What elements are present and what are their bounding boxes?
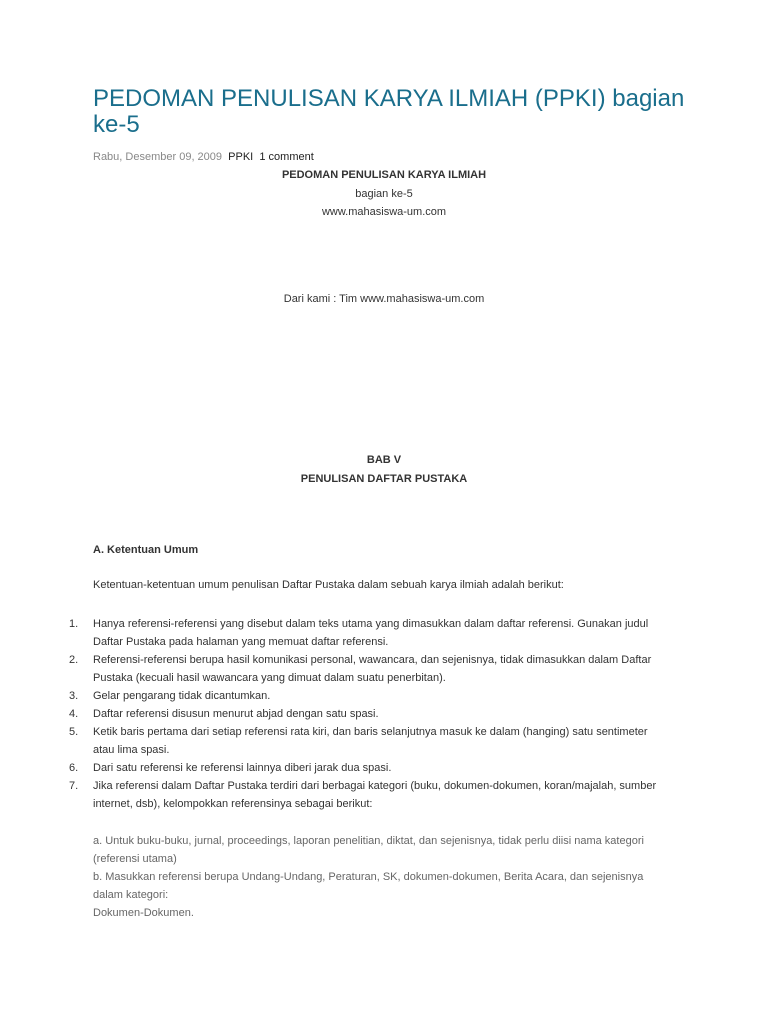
comments-link[interactable]: 1 comment bbox=[259, 151, 314, 163]
doc-author-line: Dari kami : Tim www.mahasiswa-um.com bbox=[283, 293, 485, 305]
chapter-number: BAB V bbox=[366, 454, 402, 466]
list-item bbox=[0, 723, 663, 759]
list-item-number: 1. bbox=[69, 618, 79, 630]
sub-item-b-category: Dokumen-Dokumen. bbox=[93, 907, 194, 919]
post-date: Rabu, Desember 09, 2009 bbox=[93, 151, 223, 163]
list-item-number: 4. bbox=[69, 708, 79, 720]
list-item bbox=[0, 705, 663, 723]
list-item-number: 5. bbox=[69, 726, 79, 738]
list-item bbox=[0, 777, 663, 813]
list-item-number: 6. bbox=[69, 762, 79, 774]
doc-header-part: bagian ke-5 bbox=[355, 188, 413, 200]
list-item bbox=[0, 687, 663, 705]
list-item bbox=[0, 651, 663, 687]
list-item-number: 3. bbox=[69, 690, 79, 702]
list-item-text: Daftar referensi disusun menurut abjad dengan satu spasi. bbox=[93, 708, 379, 720]
list-item-text: Referensi-referensi berupa hasil komunikasi personal, wawancara, dan sejenisnya, tidak dimasukkan dalam Daftar Pustaka (kecuali hasil wawancara yang dimuat dalam suatu penerbitan). bbox=[93, 654, 652, 684]
sub-item-b: b. Masukkan referensi berupa Undang-Undang, Peraturan, SK, dokumen-dokumen, Berita Acara, dan sejenisnya dalam kategori: bbox=[93, 871, 644, 901]
sub-list bbox=[93, 832, 653, 922]
chapter-title: PENULISAN DAFTAR PUSTAKA bbox=[300, 473, 468, 485]
list-item-text: Gelar pengarang tidak dicantumkan. bbox=[93, 690, 271, 702]
post-meta bbox=[93, 150, 314, 164]
list-item bbox=[0, 615, 663, 651]
doc-header-title: PEDOMAN PENULISAN KARYA ILMIAH bbox=[281, 169, 487, 181]
section-intro: Ketentuan-ketentuan umum penulisan Daftar Pustaka dalam sebuah karya ilmiah adalah berikut: bbox=[93, 579, 564, 591]
list-item-number: 2. bbox=[69, 654, 79, 666]
list-item-text: Jika referensi dalam Daftar Pustaka terdiri dari berbagai kategori (buku, dokumen-dokumen, koran/majalah, sumber internet, dsb), kelompokkan referensinya sebagai berikut: bbox=[93, 780, 657, 810]
section-heading: A. Ketentuan Umum bbox=[93, 544, 199, 556]
list-item-text: Dari satu referensi ke referensi lainnya diberi jarak dua spasi. bbox=[93, 762, 392, 774]
category-link[interactable]: PPKI bbox=[228, 151, 254, 163]
list-item-number: 7. bbox=[69, 780, 79, 792]
rules-list bbox=[0, 615, 663, 813]
list-item-text: Hanya referensi-referensi yang disebut dalam teks utama yang dimasukkan dalam daftar referensi. Gunakan judul Daftar Pustaka pada halaman yang memuat daftar referensi. bbox=[93, 618, 649, 648]
list-item-text: Ketik baris pertama dari setiap referensi rata kiri, dan baris selanjutnya masuk ke dalam (hanging) satu sentimeter atau lima spasi. bbox=[93, 726, 648, 756]
list-item bbox=[0, 759, 663, 777]
post-title[interactable]: PEDOMAN PENULISAN KARYA ILMIAH (PPKI) bagian ke-5 bbox=[93, 85, 685, 138]
doc-header-website: www.mahasiswa-um.com bbox=[321, 206, 447, 218]
sub-item-a: a. Untuk buku-buku, jurnal, proceedings, laporan penelitian, diktat, dan sejenisnya, tidak perlu diisi nama kategori (referensi utama) bbox=[93, 835, 644, 865]
